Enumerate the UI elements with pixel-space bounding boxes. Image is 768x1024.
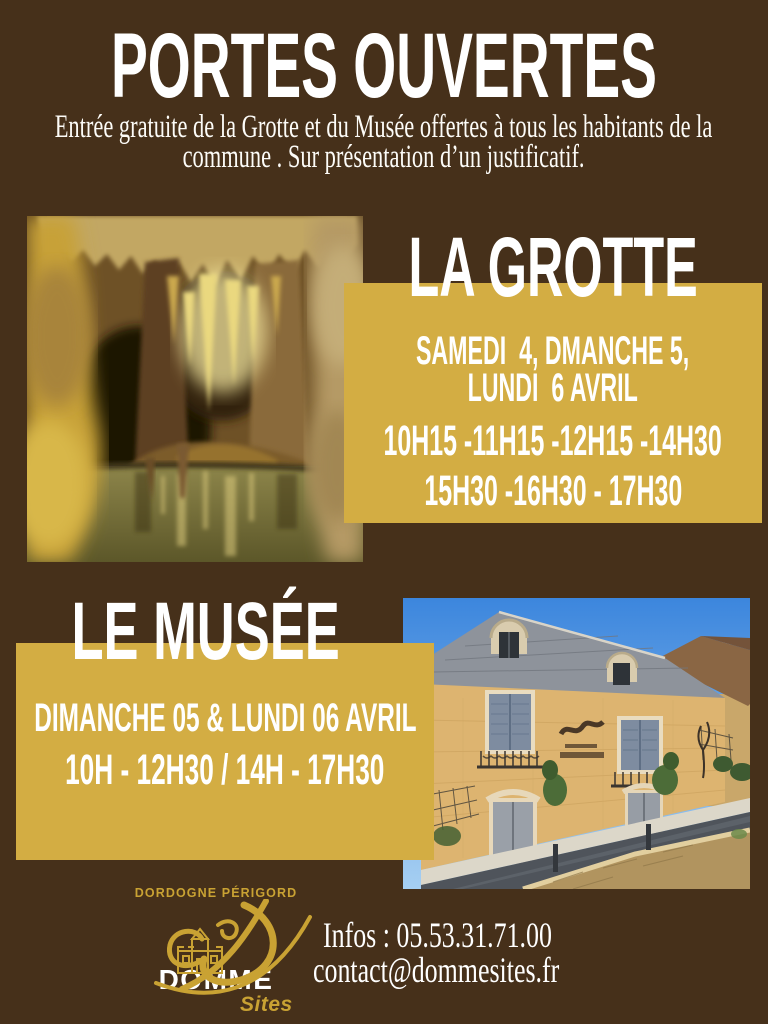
museum-photo [403, 598, 750, 889]
phone-info-text: Infos : 05.53.31.71.00 [323, 915, 552, 955]
cave-photo [27, 216, 363, 562]
grotte-heading [344, 220, 762, 314]
brand-name-text: DOMME [158, 964, 274, 995]
grotte-heading-text: LA GROTTE [408, 220, 698, 314]
dormer-window-left [491, 620, 527, 658]
grotte-times-line1: 10H15 -11H15 -12H15 -14H30 [383, 417, 723, 465]
domme-logo-monogram [148, 899, 316, 1001]
subtitle-line2: commune . Sur présentation d’un justificatif. [183, 139, 585, 175]
email-info [313, 952, 655, 988]
brand-subtitle: Sites [240, 993, 293, 1016]
grotte-times-line2: 15H30 -16H30 - 17H30 [424, 467, 682, 515]
poster-subtitle [0, 109, 768, 175]
bollard [646, 824, 651, 850]
poster-title [0, 15, 768, 117]
phone-info [323, 917, 641, 953]
musee-times: 10H - 12H30 / 14H - 17H30 [65, 746, 385, 794]
email-info-text: contact@dommesites.fr [313, 950, 560, 990]
bollard [553, 844, 558, 872]
musee-heading [0, 586, 412, 677]
poster-title-text: PORTES OUVERTES [111, 15, 657, 117]
grotte-dates-line2: LUNDI 6 AVRIL [467, 366, 639, 410]
musee-heading-text: LE MUSÉE [71, 586, 341, 677]
dormer-window-right [607, 653, 637, 685]
subtitle-line1: Entrée gratuite de la Grotte et du Musée offertes à tous les habitants de la [55, 109, 713, 145]
region-label-text: DORDOGNE PÉRIGORD [134, 886, 298, 900]
grotte-schedule-panel [344, 283, 762, 523]
grotte-dates-line1: SAMEDI 4, DMANCHE 5, [416, 329, 690, 373]
musee-dates: DIMANCHE 05 & LUNDI 06 AVRIL [33, 696, 417, 740]
logo-region-label [104, 886, 328, 900]
